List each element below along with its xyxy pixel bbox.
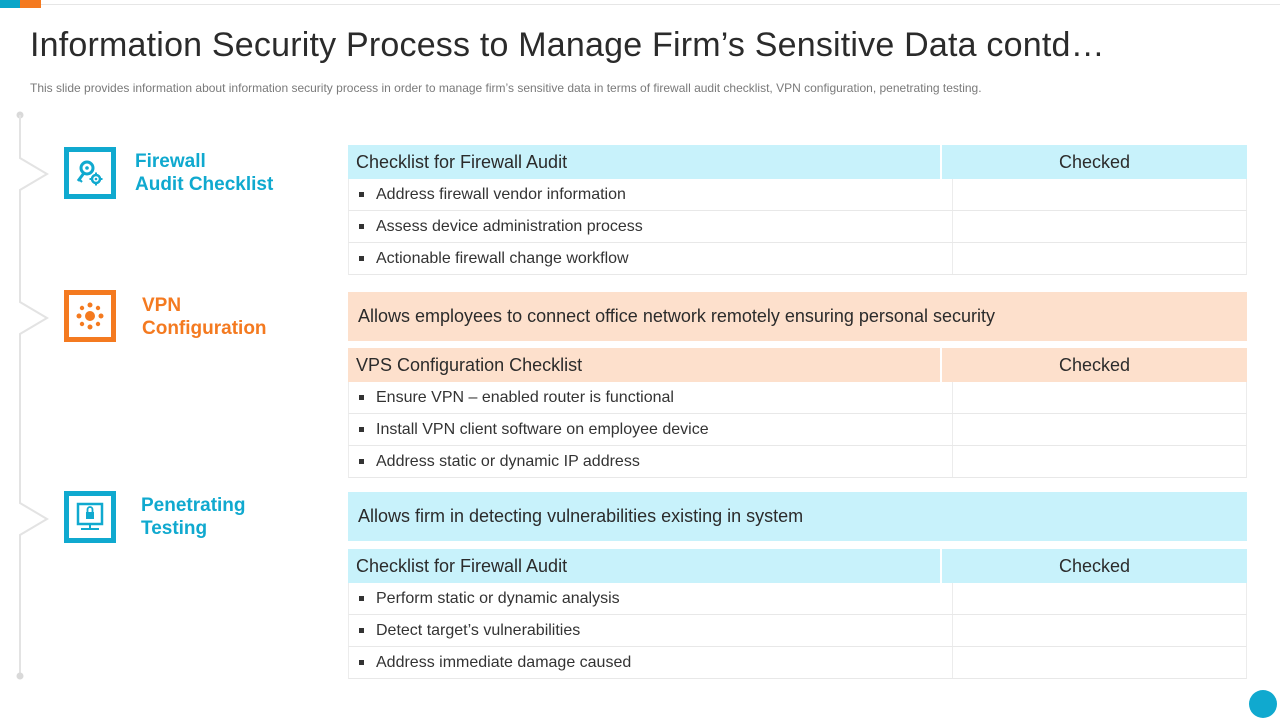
- checked-cell[interactable]: [953, 414, 1246, 445]
- table-row: [348, 243, 1247, 275]
- page-subtitle: This slide provides information about information security process in order to manage firm’s sensitive data in terms of firewall audit checklist, VPN configuration, penetrating testing.: [30, 81, 982, 95]
- timeline: [0, 110, 60, 685]
- bullet-icon: [359, 596, 364, 601]
- checked-cell[interactable]: [953, 243, 1246, 274]
- table-header-checked: Checked: [1058, 555, 1131, 576]
- table-header: [348, 348, 1247, 382]
- vpn-checklist-table: [348, 348, 1247, 478]
- penetrating-section-label: [141, 494, 246, 540]
- bullet-icon: [359, 660, 364, 665]
- table-row: [348, 179, 1247, 211]
- locked-screen-icon: [75, 502, 105, 532]
- checked-cell[interactable]: [953, 647, 1246, 678]
- table-row: [348, 446, 1247, 478]
- bullet-icon: [359, 395, 364, 400]
- checked-cell[interactable]: [953, 583, 1246, 614]
- row-text: Address firewall vendor information: [376, 185, 626, 203]
- table-row: [348, 211, 1247, 243]
- table-header-checked: Checked: [1058, 354, 1131, 375]
- firewall-section-icon: [64, 147, 116, 199]
- section-label-line2: Audit Checklist: [135, 174, 274, 195]
- table-header-checklist: VPS Configuration Checklist: [348, 348, 942, 382]
- checked-cell[interactable]: [953, 382, 1246, 413]
- row-text: Perform static or dynamic analysis: [376, 589, 620, 607]
- timeline-line: [20, 115, 47, 676]
- table-row: [348, 414, 1247, 446]
- bullet-icon: [359, 427, 364, 432]
- checked-cell[interactable]: [953, 211, 1246, 242]
- table-row: [348, 647, 1247, 679]
- section-label-line1: Firewall: [135, 151, 206, 172]
- table-header-checklist: Checklist for Firewall Audit: [348, 549, 942, 583]
- penetrating-section-icon: [64, 491, 116, 543]
- section-label-line1: VPN: [142, 295, 182, 316]
- penetrating-description: Allows firm in detecting vulnerabilities existing in system: [348, 492, 1247, 541]
- network-hub-icon: [75, 301, 105, 331]
- row-text: Install VPN client software on employee device: [376, 420, 709, 438]
- top-accent-blue: [0, 0, 20, 8]
- top-accent-orange: [20, 0, 41, 8]
- bullet-icon: [359, 628, 364, 633]
- firewall-audit-table: [348, 145, 1247, 275]
- penetrating-checklist-table: [348, 549, 1247, 679]
- row-text: Assess device administration process: [376, 217, 643, 235]
- row-text: Ensure VPN – enabled router is functional: [376, 388, 674, 406]
- checked-cell[interactable]: [953, 446, 1246, 477]
- row-text: Detect target’s vulnerabilities: [376, 621, 581, 639]
- table-header-checked: Checked: [1058, 151, 1131, 172]
- section-label-line1: Penetrating: [141, 495, 246, 516]
- firewall-section-label: [135, 150, 273, 196]
- vpn-section-label: [142, 294, 267, 340]
- bullet-icon: [359, 459, 364, 464]
- vpn-section-icon: [64, 290, 116, 342]
- table-header-checklist: Checklist for Firewall Audit: [348, 145, 942, 179]
- table-header: [348, 549, 1247, 583]
- table-row: [348, 583, 1247, 615]
- table-header: [348, 145, 1247, 179]
- top-divider: [41, 4, 1280, 5]
- corner-dot-icon: [1249, 690, 1277, 718]
- row-text: Address static or dynamic IP address: [376, 452, 640, 470]
- checked-cell[interactable]: [953, 615, 1246, 646]
- section-label-line2: Configuration: [142, 318, 267, 339]
- bullet-icon: [359, 224, 364, 229]
- row-text: Actionable firewall change workflow: [376, 249, 629, 267]
- section-label-line2: Testing: [141, 518, 208, 539]
- table-row: [348, 615, 1247, 647]
- page-title: Information Security Process to Manage Firm’s Sensitive Data contd…: [30, 26, 1105, 64]
- vpn-description: Allows employees to connect office network remotely ensuring personal security: [348, 292, 1247, 341]
- table-row: [348, 382, 1247, 414]
- row-text: Address immediate damage caused: [376, 653, 632, 671]
- key-gear-icon: [75, 158, 105, 188]
- bullet-icon: [359, 256, 364, 261]
- timeline-end-dot: [17, 673, 24, 680]
- bullet-icon: [359, 192, 364, 197]
- checked-cell[interactable]: [953, 179, 1246, 210]
